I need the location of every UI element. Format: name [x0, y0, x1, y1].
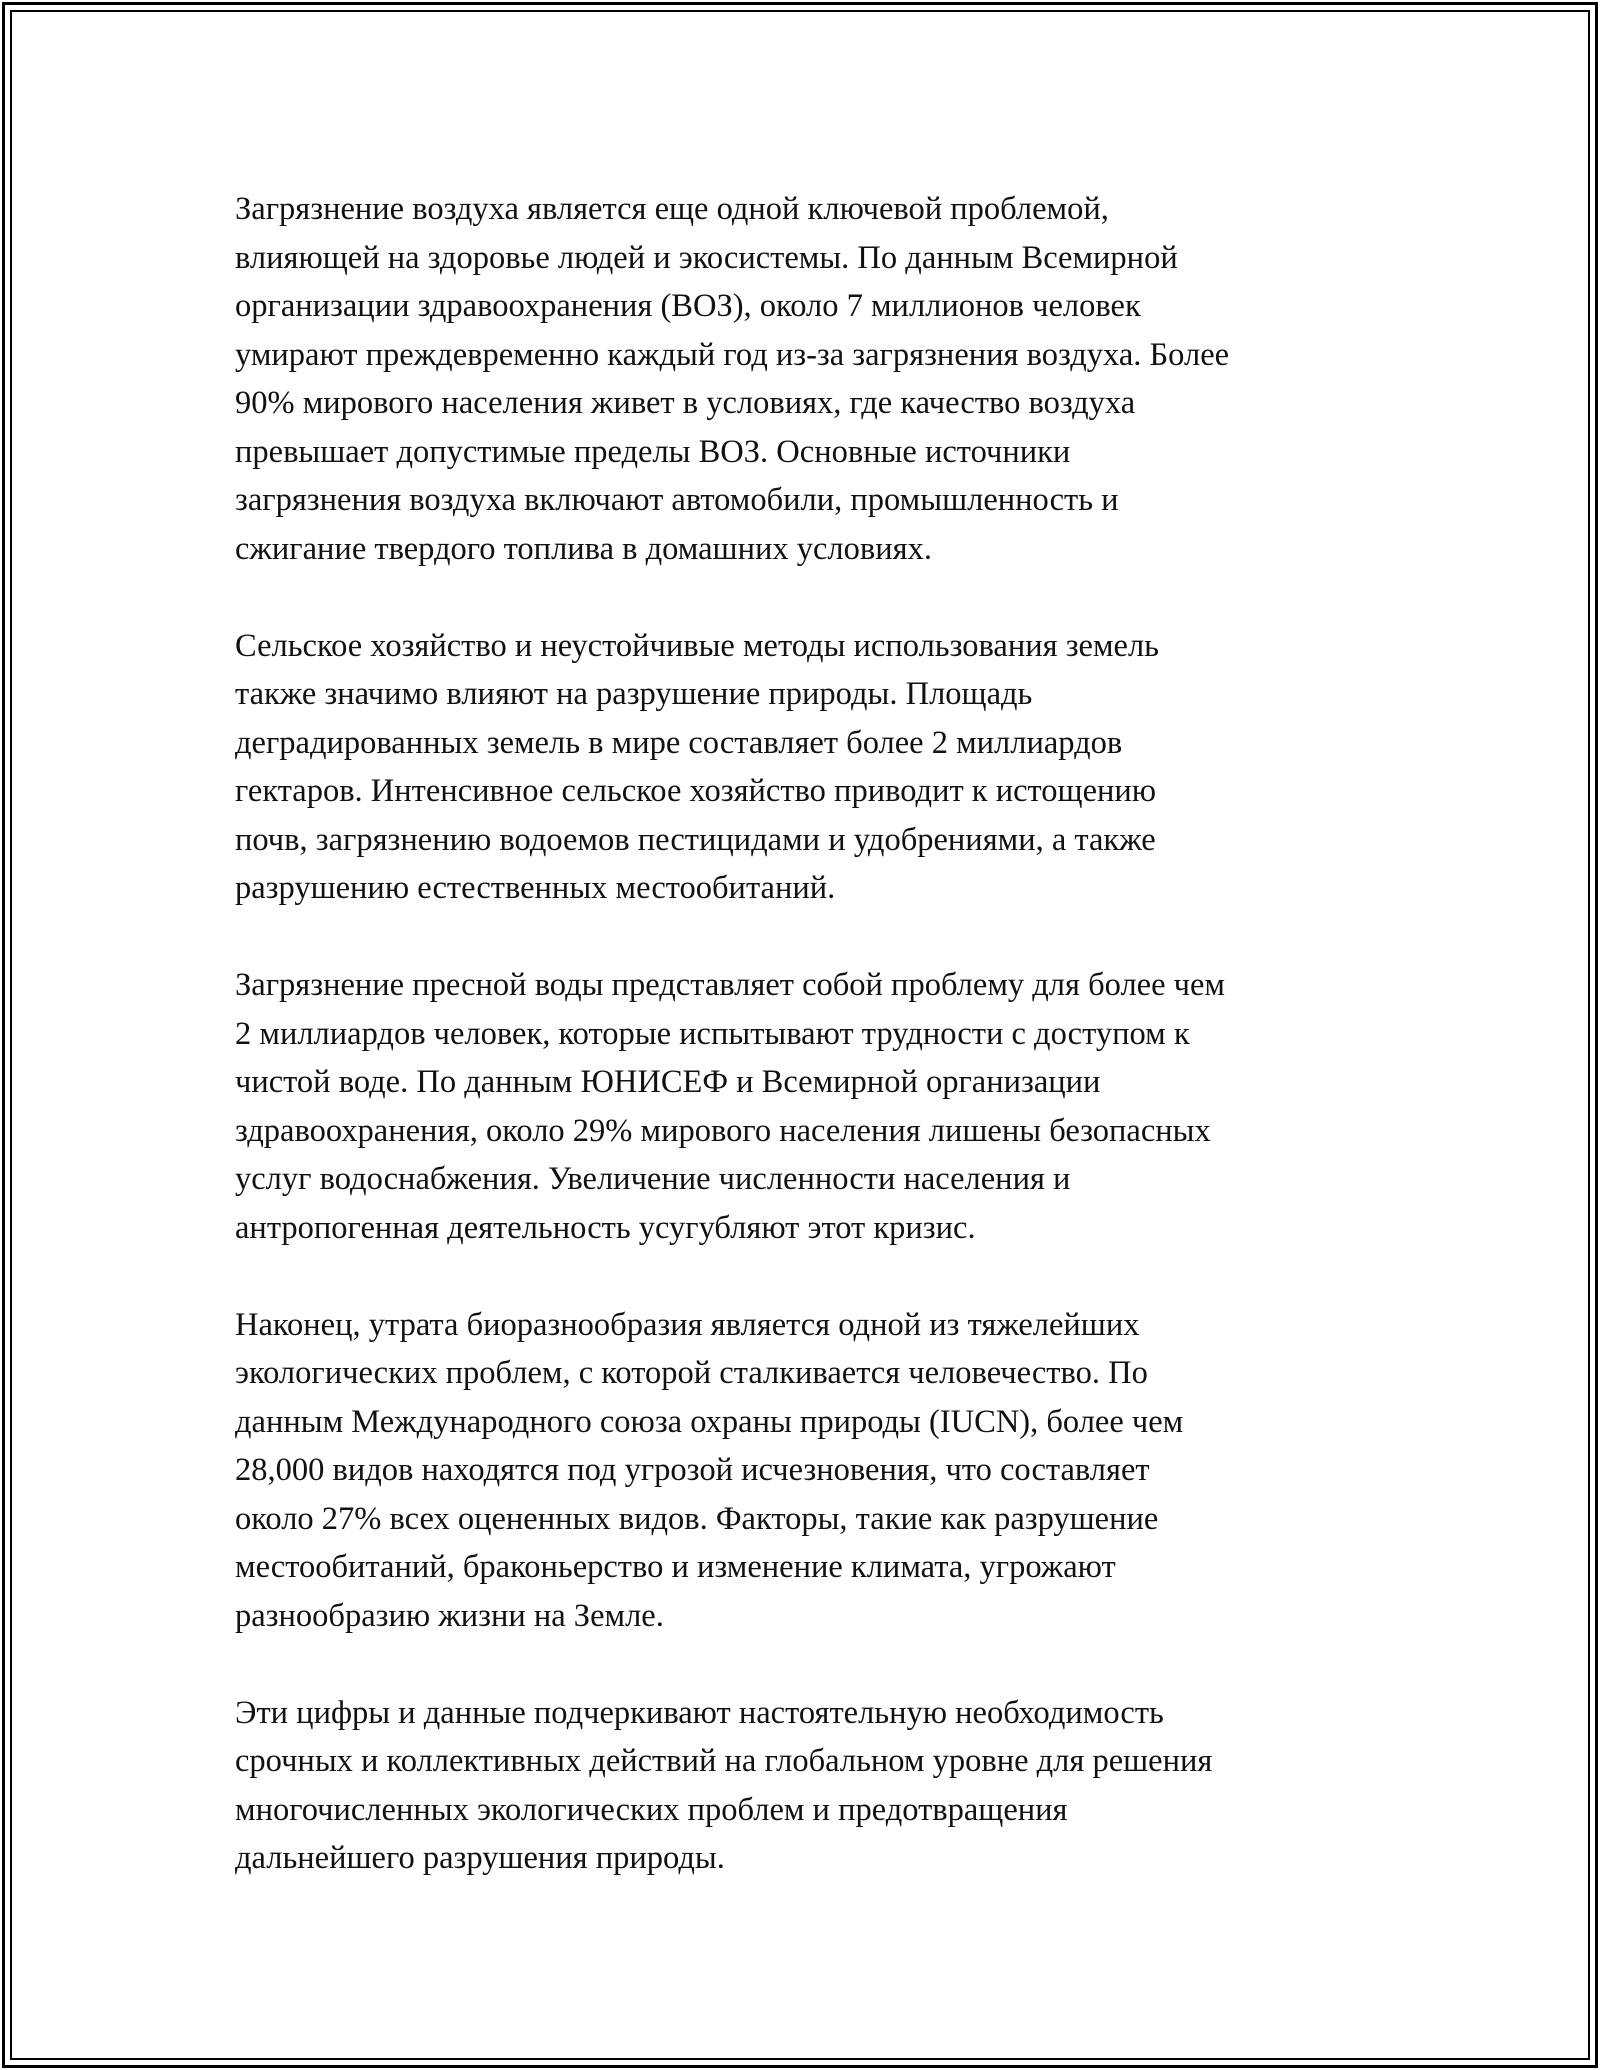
text-line: превышает допустимые пределы ВОЗ. Основные источники [235, 433, 1071, 470]
text-line: 28,000 видов находятся под угрозой исчезновения, что составляет [235, 1452, 1150, 1488]
document-body [235, 185, 1375, 1931]
text-line: местообитаний, браконьерство и изменение климата, угрожают [235, 1549, 1116, 1585]
text-line: дальнейшего разрушения природы. [235, 1840, 725, 1876]
paragraph-agriculture [235, 622, 1375, 913]
text-line: загрязнения воздуха включают автомобили, промышленность и [235, 482, 1119, 518]
paragraph-air-pollution [235, 185, 1375, 573]
text-line: экологических проблем, с которой сталкивается человечество. По [235, 1355, 1148, 1391]
paragraph-biodiversity [235, 1301, 1375, 1641]
text-line: Загрязнение пресной воды представляет собой проблему для более чем [235, 967, 1225, 1003]
text-line: разрушению естественных местообитаний. [235, 870, 836, 906]
text-line: срочных и коллективных действий на глобальном уровне для решения [235, 1743, 1213, 1779]
text-line: 2 миллиардов человек, которые испытывают трудности с доступом к [235, 1015, 1190, 1052]
text-line: разнообразию жизни на Земле. [235, 1597, 664, 1634]
text-line: около 27% всех оцененных видов. Факторы, такие как разрушение [235, 1500, 1159, 1537]
text-line: Наконец, утрата биоразнообразия является одной из тяжелейших [235, 1306, 1140, 1343]
text-line: здравоохранения, около 29% мирового населения лишены безопасных [235, 1112, 1211, 1149]
text-line: организации здравоохранения (ВОЗ), около 7 миллионов человек [235, 288, 1141, 324]
text-line: 90% мирового населения живет в условиях, где качество воздуха [235, 385, 1136, 421]
text-line: также значимо влияют на разрушение природы. Площадь [235, 676, 1033, 712]
text-line: Сельское хозяйство и неустойчивые методы использования земель [235, 627, 1159, 664]
paragraph-conclusion [235, 1689, 1375, 1883]
text-line: многочисленных экологических проблем и предотвращения [235, 1791, 1068, 1828]
text-line: услуг водоснабжения. Увеличение численности населения и [235, 1161, 1071, 1197]
text-line: чистой воде. По данным ЮНИСЕФ и Всемирной организации [235, 1064, 1101, 1100]
text-line: сжигание твердого топлива в домашних условиях. [235, 530, 932, 567]
text-line: Загрязнение воздуха является еще одной ключевой проблемой, [235, 191, 1109, 227]
text-line: Эти цифры и данные подчеркивают настоятельную необходимость [235, 1694, 1164, 1731]
text-line: данным Международного союза охраны природы (IUCN), более чем [235, 1403, 1184, 1440]
paragraph-freshwater [235, 961, 1375, 1252]
text-line: влияющей на здоровье людей и экосистемы. По данным Всемирной [235, 239, 1178, 276]
text-line: деградированных земель в мире составляет более 2 миллиардов [235, 724, 1123, 761]
text-line: почв, загрязнению водоемов пестицидами и удобрениями, а также [235, 821, 1156, 858]
text-line: умирают преждевременно каждый год из-за загрязнения воздуха. Более [235, 336, 1230, 373]
text-line: гектаров. Интенсивное сельское хозяйство приводит к истощению [235, 773, 1157, 809]
text-line: антропогенная деятельность усугубляют этот кризис. [235, 1209, 976, 1246]
